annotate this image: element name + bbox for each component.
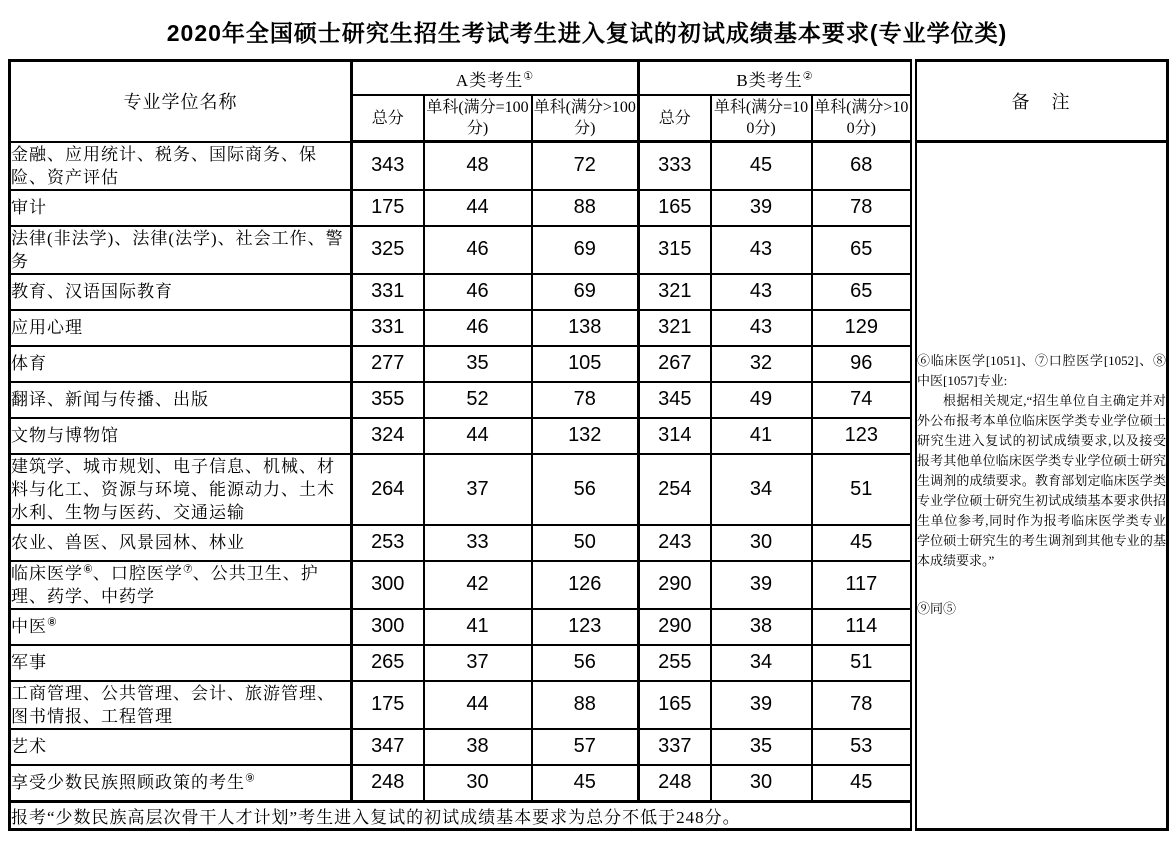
- degree-name-text: 文物与博物馆: [11, 426, 119, 445]
- a-single-eq100-value: 52: [424, 382, 532, 418]
- b-single-eq100-value: 39: [711, 561, 812, 609]
- degree-name-cell: [10, 765, 352, 802]
- footnote-mark: ⑦: [182, 562, 193, 575]
- degree-name-text: 工商管理、公共管理、会计、旅游管理、图书情报、工程管理: [11, 683, 335, 726]
- degree-name-cell: [10, 310, 352, 346]
- a-single-gt100-value: 123: [532, 609, 639, 645]
- header-a-total: 总分: [352, 95, 424, 142]
- table-row: [10, 142, 1168, 190]
- b-single-gt100-value: 68: [812, 142, 914, 190]
- a-single-eq100-value: 44: [424, 681, 532, 729]
- a-single-eq100-value: 37: [424, 645, 532, 681]
- degree-name-cell: [10, 561, 352, 609]
- score-requirements-table: [8, 59, 1169, 831]
- degree-name-text: 金融、应用统计、税务、国际商务、保险、资产评估: [11, 144, 317, 187]
- header-b-single-eq100: 单科(满分=100分): [711, 95, 812, 142]
- a-single-eq100-value: 48: [424, 142, 532, 190]
- degree-name-cell: [10, 382, 352, 418]
- a-total-value: 347: [352, 729, 424, 765]
- a-single-eq100-value: 46: [424, 310, 532, 346]
- degree-name-cell: [10, 346, 352, 382]
- b-single-eq100-value: 32: [711, 346, 812, 382]
- a-total-value: 264: [352, 454, 424, 525]
- a-single-gt100-value: 88: [532, 190, 639, 226]
- a-total-value: 277: [352, 346, 424, 382]
- a-single-gt100-value: 45: [532, 765, 639, 802]
- a-total-value: 300: [352, 561, 424, 609]
- degree-name-text: 中医: [11, 617, 47, 636]
- degree-name-text: 法律(非法学)、法律(法学)、社会工作、警务: [11, 228, 344, 271]
- a-total-value: 300: [352, 609, 424, 645]
- b-total-value: 321: [639, 310, 711, 346]
- b-total-value: 315: [639, 226, 711, 274]
- degree-name-text: 军事: [11, 653, 47, 672]
- b-total-value: 345: [639, 382, 711, 418]
- b-total-value: 255: [639, 645, 711, 681]
- b-single-eq100-value: 39: [711, 190, 812, 226]
- b-total-value: 248: [639, 765, 711, 802]
- b-total-value: 267: [639, 346, 711, 382]
- a-single-eq100-value: 37: [424, 454, 532, 525]
- b-single-eq100-value: 43: [711, 226, 812, 274]
- b-single-eq100-value: 34: [711, 645, 812, 681]
- a-single-eq100-value: 38: [424, 729, 532, 765]
- b-single-gt100-value: 51: [812, 645, 914, 681]
- b-single-eq100-value: 38: [711, 609, 812, 645]
- b-single-gt100-value: 65: [812, 274, 914, 310]
- a-single-gt100-value: 132: [532, 418, 639, 454]
- degree-name-text: 审计: [11, 198, 47, 217]
- b-single-eq100-value: 30: [711, 525, 812, 561]
- b-single-gt100-value: 65: [812, 226, 914, 274]
- header-b-single-gt100: 单科(满分>100分): [812, 95, 914, 142]
- a-single-eq100-value: 46: [424, 274, 532, 310]
- a-single-gt100-value: 88: [532, 681, 639, 729]
- a-single-gt100-value: 72: [532, 142, 639, 190]
- b-single-eq100-value: 39: [711, 681, 812, 729]
- degree-name-text: 享受少数民族照顾政策的考生: [11, 773, 245, 792]
- a-total-value: 265: [352, 645, 424, 681]
- footnote-mark: ⑨: [245, 772, 255, 785]
- group-a-label: A类考生: [455, 70, 524, 90]
- a-single-gt100-value: 138: [532, 310, 639, 346]
- a-total-value: 343: [352, 142, 424, 190]
- a-single-gt100-value: 56: [532, 454, 639, 525]
- degree-name-text: 体育: [11, 354, 47, 373]
- degree-name-cell: [10, 609, 352, 645]
- a-single-gt100-value: 50: [532, 525, 639, 561]
- degree-name-text: 翻译、新闻与传播、出版: [11, 390, 209, 409]
- b-total-value: 333: [639, 142, 711, 190]
- b-single-eq100-value: 30: [711, 765, 812, 802]
- b-single-eq100-value: 35: [711, 729, 812, 765]
- a-single-eq100-value: 44: [424, 418, 532, 454]
- a-single-eq100-value: 35: [424, 346, 532, 382]
- b-total-value: 254: [639, 454, 711, 525]
- b-single-gt100-value: 78: [812, 681, 914, 729]
- a-single-gt100-value: 56: [532, 645, 639, 681]
- a-single-gt100-value: 105: [532, 346, 639, 382]
- degree-name-cell: [10, 729, 352, 765]
- b-single-eq100-value: 43: [711, 310, 812, 346]
- degree-name-text: 、口腔医学: [92, 563, 183, 583]
- a-single-gt100-value: 57: [532, 729, 639, 765]
- header-b-total: 总分: [639, 95, 711, 142]
- degree-name-cell: [10, 681, 352, 729]
- b-single-gt100-value: 74: [812, 382, 914, 418]
- degree-name-cell: [10, 190, 352, 226]
- footnote-mark: ⑥: [83, 562, 93, 575]
- a-single-gt100-value: 126: [532, 561, 639, 609]
- b-single-gt100-value: 117: [812, 561, 914, 609]
- header-a-single-eq100: 单科(满分=100分): [424, 95, 532, 142]
- b-single-eq100-value: 34: [711, 454, 812, 525]
- b-total-value: 290: [639, 561, 711, 609]
- a-single-eq100-value: 30: [424, 765, 532, 802]
- a-single-gt100-value: 69: [532, 226, 639, 274]
- a-single-eq100-value: 42: [424, 561, 532, 609]
- a-single-eq100-value: 46: [424, 226, 532, 274]
- b-single-gt100-value: 123: [812, 418, 914, 454]
- b-single-eq100-value: 43: [711, 274, 812, 310]
- remark-paragraph-p1: ⑥临床医学[1051]、⑦口腔医学[1052]、⑧中医[1057]专业:: [917, 353, 1167, 389]
- remark-cell: [914, 142, 1168, 830]
- degree-name-cell: [10, 226, 352, 274]
- a-total-value: 324: [352, 418, 424, 454]
- b-single-eq100-value: 45: [711, 142, 812, 190]
- degree-name-text: 建筑学、城市规划、电子信息、机械、材料与化工、资源与环境、能源动力、土木水利、生物与医药、交通运输: [11, 456, 335, 522]
- degree-name-text: 临床医学: [11, 563, 83, 583]
- b-single-gt100-value: 53: [812, 729, 914, 765]
- b-single-gt100-value: 78: [812, 190, 914, 226]
- b-total-value: 314: [639, 418, 711, 454]
- footer-note: 报考“少数民族高层次骨干人才计划”考生进入复试的初试成绩基本要求为总分不低于248分。: [10, 801, 914, 829]
- group-b-footnote-mark: ②: [802, 69, 814, 82]
- b-single-gt100-value: 45: [812, 525, 914, 561]
- a-total-value: 325: [352, 226, 424, 274]
- remark-paragraph-p2: 根据相关规定,“招生单位自主确定并对外公布报考本单位临床医学类专业学位硕士研究生进入复试的初试成绩要求,以及接受报考其他单位临床医学类专业学位硕士研究生调剂的成绩要求。教育部划定临床医学类专业学位硕士研究生初试成绩基本要求供招生单位参考,同时作为报考临床医学类专业学位硕士研究生的考生调剂到其他专业的基本成绩要求。”: [917, 393, 1167, 569]
- degree-name-cell: [10, 418, 352, 454]
- a-single-gt100-value: 69: [532, 274, 639, 310]
- a-single-eq100-value: 44: [424, 190, 532, 226]
- degree-name-cell: [10, 645, 352, 681]
- a-total-value: 253: [352, 525, 424, 561]
- b-total-value: 243: [639, 525, 711, 561]
- degree-name-text: 教育、汉语国际教育: [11, 282, 173, 301]
- b-total-value: 321: [639, 274, 711, 310]
- header-row-groups: [10, 61, 1168, 96]
- group-b-label: B类考生: [736, 70, 803, 90]
- degree-name-cell: [10, 525, 352, 561]
- degree-name-cell: [10, 142, 352, 190]
- header-a-single-gt100: 单科(满分>100分): [532, 95, 639, 142]
- a-single-eq100-value: 41: [424, 609, 532, 645]
- a-total-value: 331: [352, 274, 424, 310]
- a-total-value: 175: [352, 681, 424, 729]
- degree-name-text: 农业、兽医、风景园林、林业: [11, 533, 245, 552]
- a-total-value: 331: [352, 310, 424, 346]
- header-remark: 备 注: [914, 61, 1168, 142]
- group-a-footnote-mark: ①: [523, 69, 535, 82]
- header-group-b: [639, 61, 914, 96]
- b-total-value: 165: [639, 190, 711, 226]
- a-total-value: 248: [352, 765, 424, 802]
- page-title: 2020年全国硕士研究生招生考试考生进入复试的初试成绩基本要求(专业学位类): [166, 20, 1008, 46]
- degree-name-text: 艺术: [11, 737, 47, 756]
- degree-name-text: 应用心理: [11, 318, 83, 337]
- b-single-gt100-value: 96: [812, 346, 914, 382]
- header-group-a: [352, 61, 639, 96]
- a-single-eq100-value: 33: [424, 525, 532, 561]
- b-total-value: 165: [639, 681, 711, 729]
- degree-name-cell: [10, 274, 352, 310]
- b-single-eq100-value: 49: [711, 382, 812, 418]
- b-total-value: 337: [639, 729, 711, 765]
- degree-name-cell: [10, 454, 352, 525]
- b-single-eq100-value: 41: [711, 418, 812, 454]
- a-total-value: 355: [352, 382, 424, 418]
- a-total-value: 175: [352, 190, 424, 226]
- remark-paragraph-p3: ⑨同⑤: [917, 601, 957, 617]
- a-single-gt100-value: 78: [532, 382, 639, 418]
- b-total-value: 290: [639, 609, 711, 645]
- b-single-gt100-value: 45: [812, 765, 914, 802]
- b-single-gt100-value: 114: [812, 609, 914, 645]
- b-single-gt100-value: 51: [812, 454, 914, 525]
- header-degree-name: 专业学位名称: [10, 61, 352, 142]
- b-single-gt100-value: 129: [812, 310, 914, 346]
- degree-name-text: 、公共卫生、护理、药学、中药学: [11, 563, 319, 606]
- footnote-mark: ⑧: [47, 616, 57, 629]
